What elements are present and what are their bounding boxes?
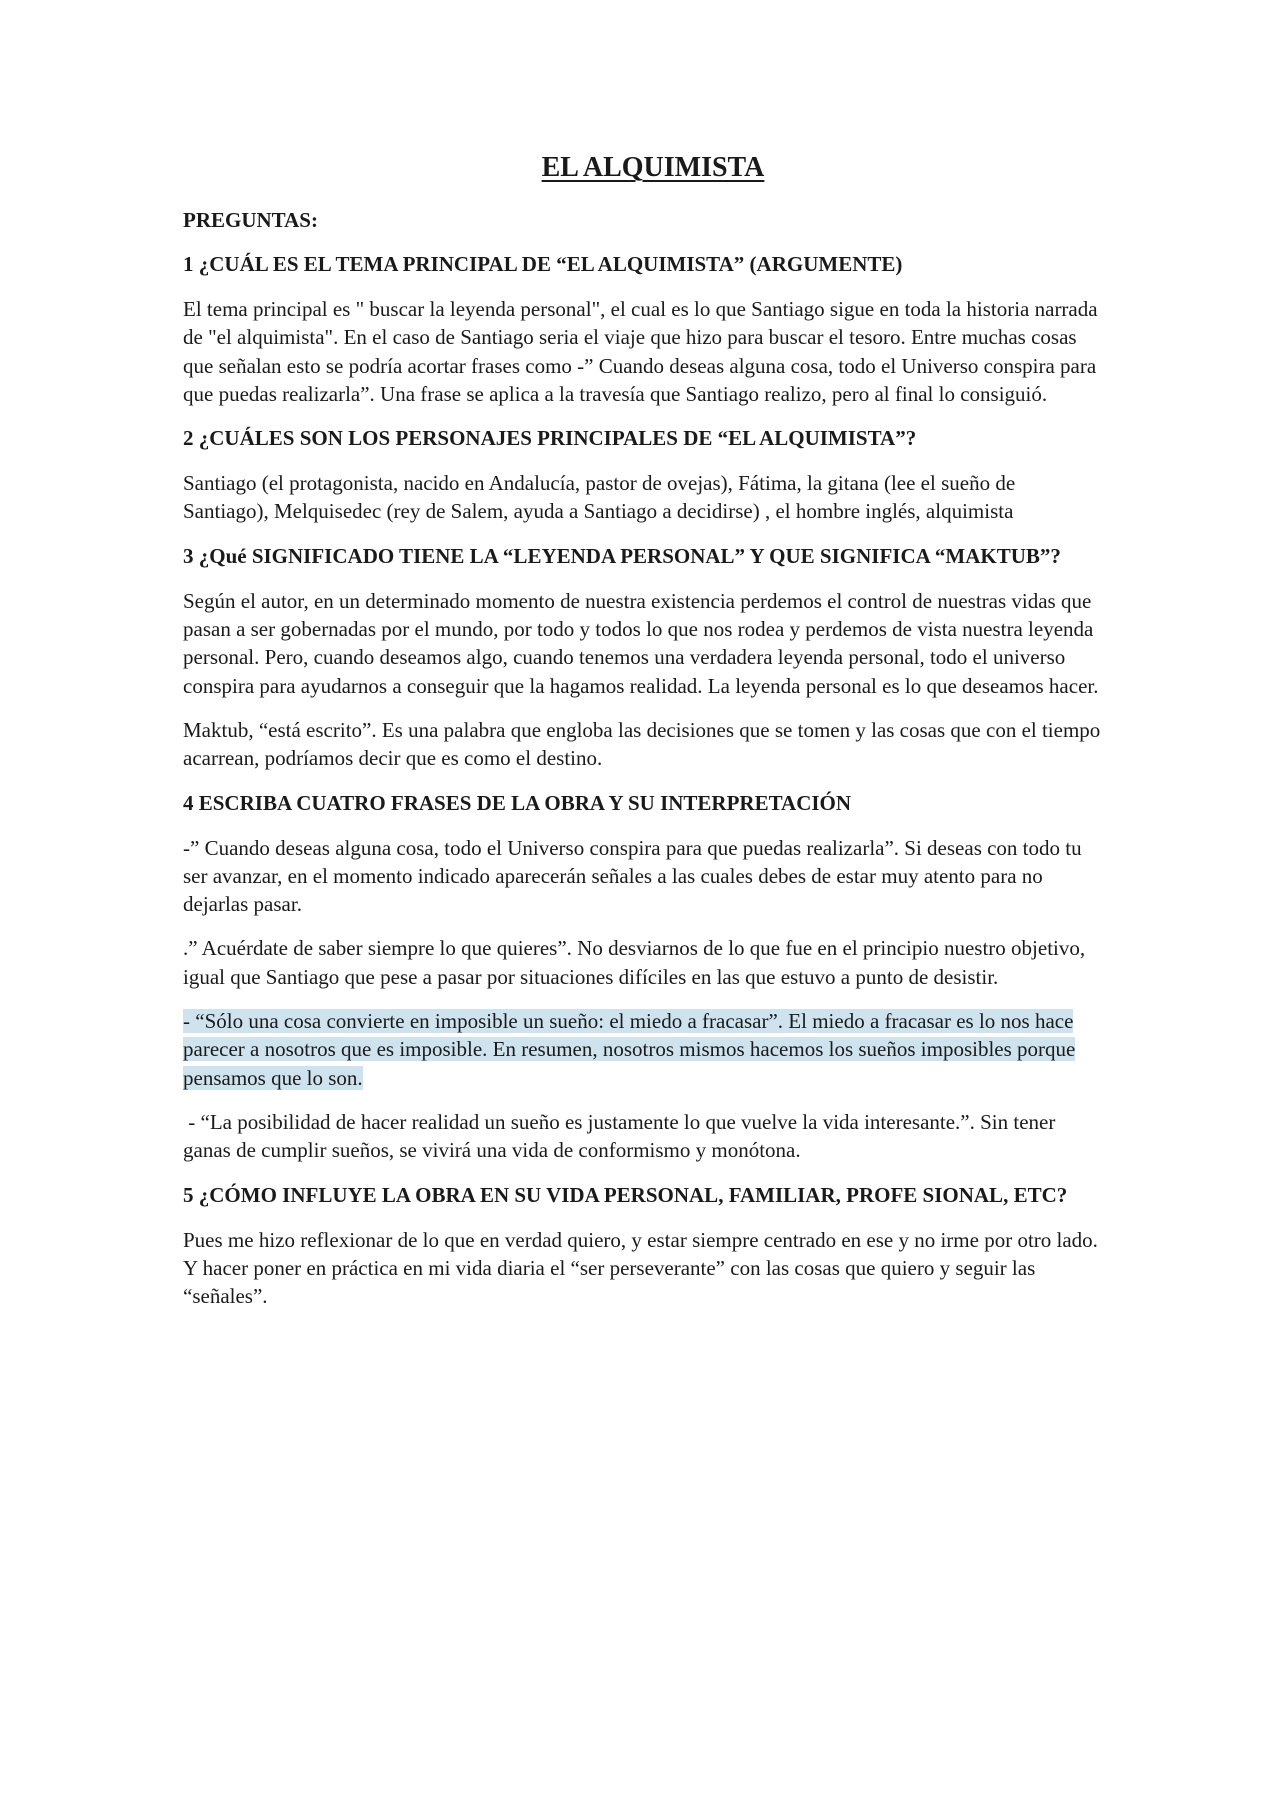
document-page [183,150,1103,1326]
answer-2: Santiago (el protagonista, nacido en Andalucía, pastor de ovejas), Fátima, la gitana (lee el sueño de Santiago), Melquisedec (rey de Salem, ayuda a Santiago a decidirse) , el hombre inglés, alquimista [183,471,1016,524]
phrase-3-highlighted [183,1007,1103,1092]
answer-5: Pues me hizo reflexionar de lo que en verdad quiero, y estar siempre centrado en ese y no irme por otro lado. Y hacer poner en práctica en mi vida diaria el “ser perseverante” con las cosas que quiero y seguir las “señales”. [183,1227,1098,1309]
question-1: 1 ¿CUÁL ES EL TEMA PRINCIPAL DE “EL ALQUIMISTA” (ARGUMENTE) [183,252,903,276]
answer-3-paragraph-1: Según el autor, en un determinado momento de nuestra existencia perdemos el control de nuestras vidas que pasan a ser gobernadas por el mundo, por todo y todos lo que nos rodea y perdemos de vista nuestra leyenda personal. Pero, cuando deseamos algo, cuando tenemos una verdadera leyenda personal, todo el universo conspira para ayudarnos a conseguir que la hagamos realidad. La leyenda personal es lo que deseamos hacer. [183,588,1099,698]
question-4: 4 ESCRIBA CUATRO FRASES DE LA OBRA Y SU INTERPRETACIÓN [183,790,852,815]
document-title: EL ALQUIMISTA [541,152,765,183]
phrase-2: .” Acuérdate de saber siempre lo que quieres”. No desviarnos de lo que fue en el principio nuestro objetivo, igual que Santiago que pese a pasar por situaciones difíciles en las que estuvo a punto de desistir. [183,936,1086,989]
phrase-1: -” Cuando deseas alguna cosa, todo el Universo conspira para que puedas realizarla”. Si deseas con todo tu ser avanzar, en el momento indicado aparecerán señales a las cuales debes de estar muy atento para no dejarlas pasar. [183,835,1082,917]
phrase-4: - “La posibilidad de hacer realidad un sueño es justamente lo que vuelve la vida interesante.”. Sin tener ganas de cumplir sueños, se vivirá una vida de conformismo y monótona. [183,1109,1061,1163]
section-label: PREGUNTAS: [183,208,318,232]
answer-1: El tema principal es " buscar la leyenda personal", el cual es lo que Santiago sigue en toda la historia narrada de "el alquimista". En el caso de Santiago seria el viaje que hizo para buscar el tesoro. Entre muchas cosas que señalan esto se podría acortar frases como -” Cuando deseas alguna cosa, todo el Universo conspira para que puedas realizarla”. Una frase se aplica a la travesía que Santiago realizo, pero al final lo consiguió. [183,297,1098,406]
question-3: 3 ¿Qué SIGNIFICADO TIENE LA “LEYENDA PERSONAL” Y QUE SIGNIFICA “MAKTUB”? [183,543,1061,568]
question-5: 5 ¿CÓMO INFLUYE LA OBRA EN SU VIDA PERSONAL, FAMILIAR, PROFE SIONAL, ETC? [183,1182,1068,1207]
answer-3-paragraph-2: Maktub, “está escrito”. Es una palabra que engloba las decisiones que se tomen y las cosas que con el tiempo acarrean, podríamos decir que es como el destino. [183,717,1101,771]
highlighted-text[interactable]: - “Sólo una cosa convierte en imposible un sueño: el miedo a fracasar”. El miedo a fracasar es lo nos hace parecer a nosotros que es imposible. En resumen, nosotros mismos hacemos los sueños imposibles porque pensamos que lo son. [183,1009,1076,1090]
question-2: 2 ¿CUÁLES SON LOS PERSONAJES PRINCIPALES DE “EL ALQUIMISTA”? [183,426,917,451]
